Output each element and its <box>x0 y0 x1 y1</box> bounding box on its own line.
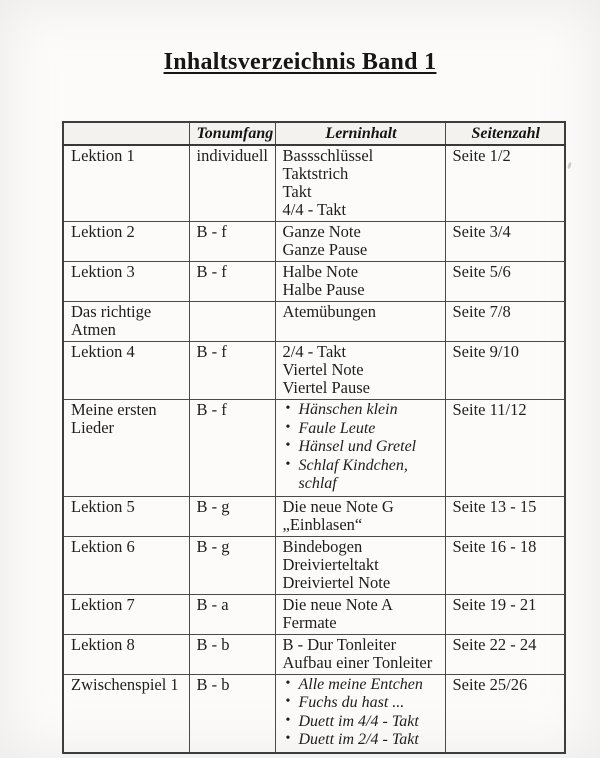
range-cell: B - a <box>189 594 275 634</box>
lesson-cell: Zwischenspiel 1 <box>63 674 189 753</box>
content-line: B - Dur Tonleiter <box>282 634 397 654</box>
content-line: Atemübungen <box>282 302 376 321</box>
song-bullet-item <box>283 731 440 750</box>
content-cell <box>275 262 445 302</box>
table-row <box>63 634 565 674</box>
song-bullet-item <box>283 457 440 494</box>
song-title: Duett im 4/4 - Takt <box>298 712 419 730</box>
content-cell <box>275 674 445 753</box>
song-title: Schlaf Kindchen, schlaf <box>298 456 408 492</box>
table-row <box>63 400 565 497</box>
content-line: Takt <box>282 182 312 201</box>
pages-cell: Seite 16 - 18 <box>445 536 565 594</box>
song-title: Hänschen klein <box>298 401 398 418</box>
lesson-cell: Lektion 7 <box>63 594 189 634</box>
song-title: Fuchs du hast ... <box>298 694 405 711</box>
content-cell <box>275 400 445 497</box>
lesson-cell: Lektion 1 <box>63 145 189 222</box>
pages-cell: Seite 22 - 24 <box>445 634 565 674</box>
lesson-cell: Das richtige Atmen <box>63 302 189 342</box>
content-line: Bindebogen <box>282 536 363 556</box>
table-header-row <box>63 122 565 145</box>
range-cell: B - f <box>189 262 275 302</box>
column-header-tonumfang: Tonumfang <box>189 122 275 145</box>
page-title: Inhaltsverzeichnis Band 1 <box>163 49 437 75</box>
lesson-cell: Lektion 6 <box>63 536 189 594</box>
table-row <box>63 674 565 753</box>
song-title: Alle meine Entchen <box>298 675 423 693</box>
bullet-icon: • <box>285 731 291 746</box>
content-line: Ganze Note <box>282 222 361 241</box>
pages-cell: Seite 13 - 15 <box>445 496 565 536</box>
song-bullet-item <box>283 401 440 420</box>
content-line: Dreivierteltakt <box>282 554 379 574</box>
table-row <box>63 342 565 400</box>
column-header-lerninhalt: Lerninhalt <box>275 122 445 145</box>
content-line: Halbe Pause <box>282 280 365 299</box>
lesson-cell: Lektion 8 <box>63 634 189 674</box>
bullet-icon: • <box>285 675 291 691</box>
lesson-cell: Lektion 2 <box>63 222 189 262</box>
content-line: Aufbau einer Tonleiter <box>282 652 433 672</box>
content-cell <box>275 594 445 634</box>
pages-cell: Seite 19 - 21 <box>445 594 565 634</box>
song-title: Duett im 2/4 - Takt <box>298 731 419 748</box>
table-row <box>63 594 565 634</box>
bullet-icon: • <box>285 456 291 472</box>
content-line: „Einblasen“ <box>282 514 363 534</box>
content-line: 4/4 - Takt <box>282 200 347 219</box>
content-line: Bassschlüssel <box>282 146 374 165</box>
pages-cell: Seite 1/2 <box>445 145 565 222</box>
range-cell: individuell <box>189 145 275 222</box>
content-cell <box>275 536 445 594</box>
column-header-seitenzahl: Seitenzahl <box>445 122 565 145</box>
column-header-empty <box>63 122 189 145</box>
song-bullet-item <box>283 420 440 439</box>
content-cell <box>275 496 445 536</box>
range-cell: B - f <box>189 342 275 400</box>
lesson-cell: Lektion 3 <box>63 262 189 302</box>
content-line: Ganze Pause <box>282 240 368 259</box>
song-bullet-item <box>283 438 440 457</box>
song-bullet-item <box>283 694 440 713</box>
content-cell <box>275 634 445 674</box>
bullet-icon: • <box>285 438 291 453</box>
content-line: Die neue Note A <box>282 594 393 614</box>
range-cell <box>189 302 275 342</box>
content-line: Taktstrich <box>282 164 349 183</box>
lesson-cell: Meine ersten Lieder <box>63 400 189 497</box>
range-cell: B - b <box>189 634 275 674</box>
pages-cell: Seite 11/12 <box>445 400 565 497</box>
song-title: Hänsel und Gretel <box>298 438 417 455</box>
scan-artifact <box>567 162 572 170</box>
table-row <box>63 302 565 342</box>
pages-cell: Seite 9/10 <box>445 342 565 400</box>
bullet-icon: • <box>285 694 291 709</box>
bullet-icon: • <box>285 712 291 728</box>
song-bullet-item <box>283 713 440 732</box>
table-row <box>63 262 565 302</box>
table-row <box>63 536 565 594</box>
content-cell <box>275 222 445 262</box>
song-bullet-item <box>283 676 440 695</box>
range-cell: B - f <box>189 400 275 497</box>
contents-table <box>62 121 566 754</box>
table-body <box>63 145 565 753</box>
range-cell: B - g <box>189 496 275 536</box>
content-cell <box>275 302 445 342</box>
pages-cell: Seite 3/4 <box>445 222 565 262</box>
song-title: Faule Leute <box>298 419 376 437</box>
pages-cell: Seite 25/26 <box>445 674 565 753</box>
pages-cell: Seite 5/6 <box>445 262 565 302</box>
content-line: 2/4 - Takt <box>282 342 347 361</box>
table-row <box>63 496 565 536</box>
content-line: Viertel Note <box>282 360 364 379</box>
content-line: Fermate <box>282 612 337 632</box>
lesson-cell: Lektion 4 <box>63 342 189 400</box>
bullet-icon: • <box>285 401 291 416</box>
table-row <box>63 222 565 262</box>
bullet-icon: • <box>285 419 291 435</box>
content-cell <box>275 342 445 400</box>
content-cell <box>275 145 445 222</box>
range-cell: B - f <box>189 222 275 262</box>
range-cell: B - b <box>189 674 275 753</box>
lesson-cell: Lektion 5 <box>63 496 189 536</box>
content-line: Viertel Pause <box>282 378 370 397</box>
range-cell: B - g <box>189 536 275 594</box>
pages-cell: Seite 7/8 <box>445 302 565 342</box>
content-line: Halbe Note <box>282 262 359 281</box>
content-line: Dreiviertel Note <box>282 572 391 592</box>
table-row <box>63 145 565 222</box>
content-line: Die neue Note G <box>282 496 394 516</box>
